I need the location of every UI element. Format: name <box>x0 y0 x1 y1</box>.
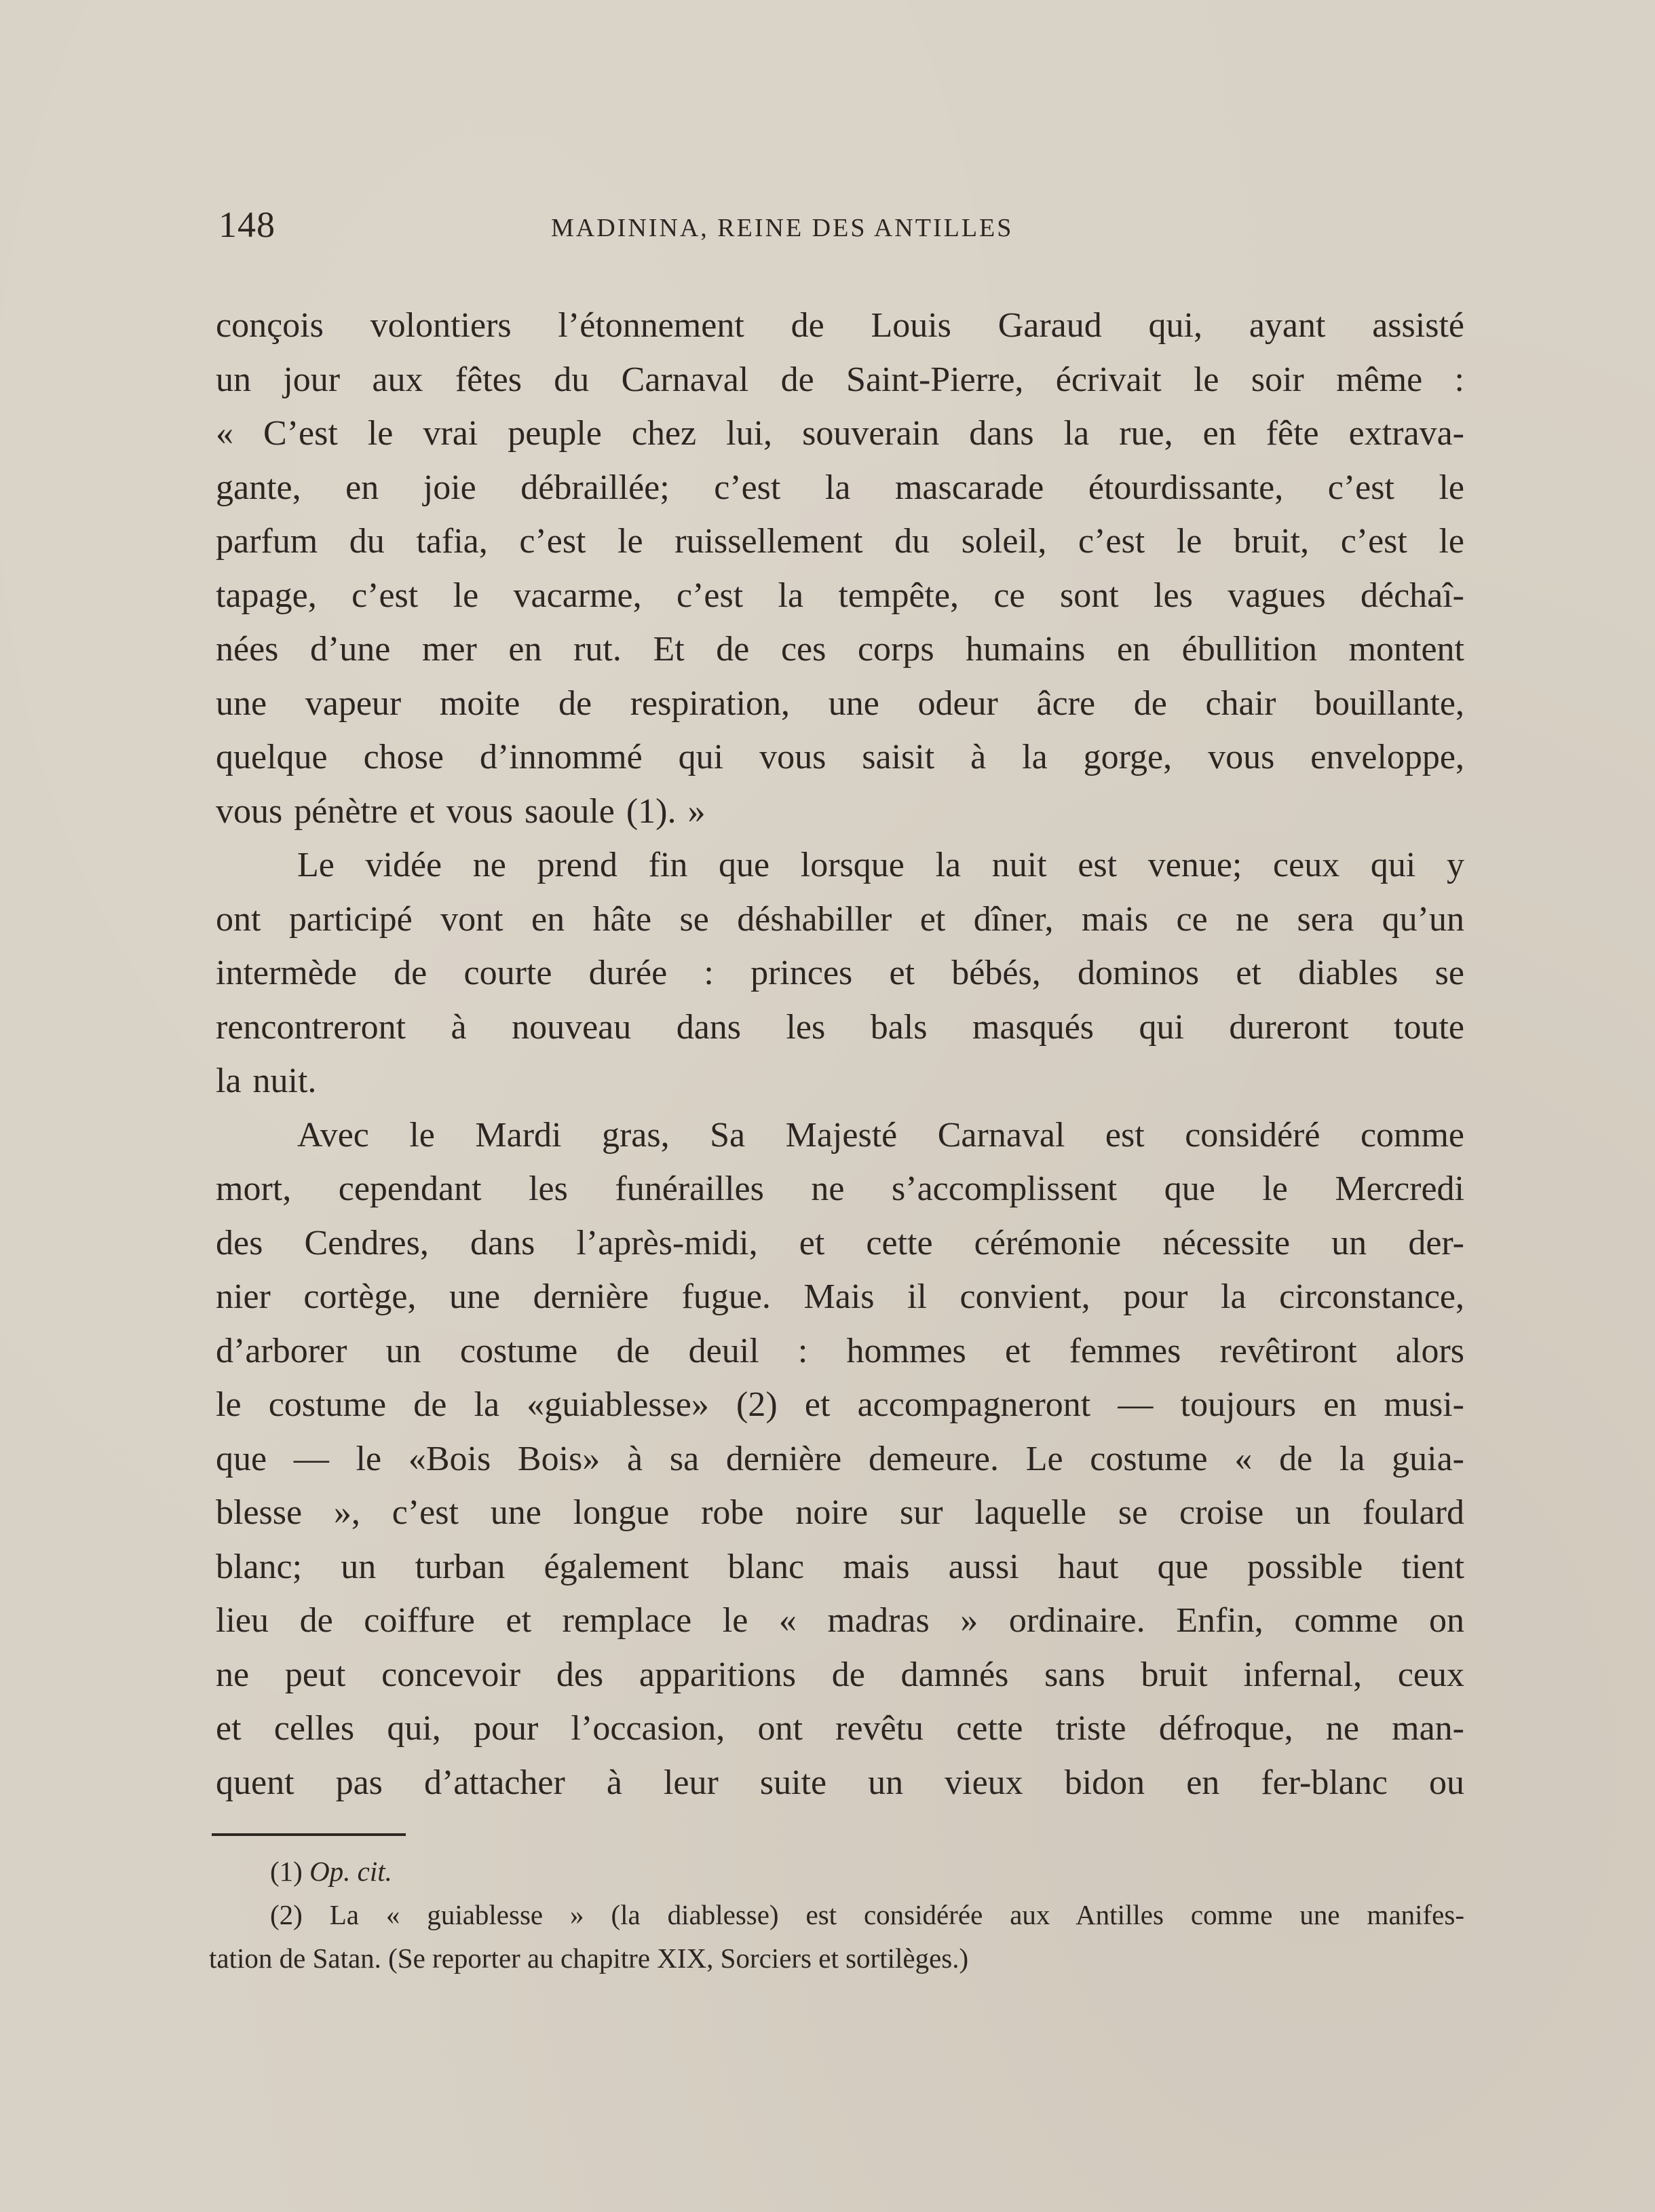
running-head <box>218 204 1459 251</box>
text-line: conçois volontiers l’étonnement de Louis Garaud qui, ayant assisté <box>216 306 1464 345</box>
text-line: blesse », c’est une longue robe noire sur laquelle se croise un foulard <box>216 1493 1464 1532</box>
text-line: « C’est le vrai peuple chez lui, souverain dans la rue, en fête extrava- <box>216 414 1464 453</box>
text-line: rencontreront à nouveau dans les bals masqués qui dureront toute <box>216 1007 1464 1047</box>
text-line: nier cortège, une dernière fugue. Mais il convient, pour la circonstance, <box>216 1277 1464 1316</box>
paragraph-start-line: Le vidée ne prend fin que lorsque la nuit est venue; ceux qui y <box>297 846 1464 884</box>
text-line: ont participé vont en hâte se déshabiller et dîner, mais ce ne sera qu’un <box>216 899 1464 939</box>
footnote-2-line-1: (2) La « guiablesse » (la diablesse) est considérée aux Antilles comme une manifes- <box>270 1899 1464 1930</box>
text-line: le costume de la «guiablesse» (2) et accompagneront — toujours en musi- <box>216 1385 1464 1424</box>
text-line: ne peut concevoir des apparitions de damnés sans bruit infernal, ceux <box>216 1655 1464 1694</box>
text-line: un jour aux fêtes du Carnaval de Saint-Pierre, écrivait le soir même : <box>216 360 1464 399</box>
text-line: quelque chose d’innommé qui vous saisit à la gorge, vous enveloppe, <box>216 738 1464 776</box>
text-line: d’arborer un costume de deuil : hommes et femmes revêtiront alors <box>216 1331 1464 1370</box>
running-title: MADININA, REINE DES ANTILLES <box>551 214 1014 242</box>
footnote-1-marker: (1) <box>270 1856 303 1887</box>
text-line: intermède de courte durée : princes et bébés, dominos et diables se <box>216 954 1464 992</box>
footnote-1 <box>209 1850 1464 1893</box>
text-line: tapage, c’est le vacarme, c’est la tempête, ce sont les vagues déchaî- <box>216 576 1464 615</box>
body-text <box>216 299 1464 1810</box>
text-line: gante, en joie débraillée; c’est la mascarade étourdissante, c’est le <box>216 468 1464 507</box>
page-number: 148 <box>218 204 275 245</box>
text-line: nées d’une mer en rut. Et de ces corps humains en ébullition montent <box>216 630 1464 669</box>
text-line: des Cendres, dans l’après-midi, et cette cérémonie nécessite un der- <box>216 1223 1464 1262</box>
text-line: une vapeur moite de respiration, une odeur âcre de chair bouillante, <box>216 683 1464 723</box>
footnote-2-line-2: tation de Satan. (Se reporter au chapitre XIX, Sorciers et sortilèges.) <box>209 1943 969 1974</box>
text-line: que — le «Bois Bois» à sa dernière demeure. Le costume « de la guia- <box>216 1439 1464 1478</box>
footnote-divider <box>212 1833 406 1836</box>
text-line: quent pas d’attacher à leur suite un vieux bidon en fer-blanc ou <box>216 1763 1464 1802</box>
footnotes <box>209 1850 1464 1980</box>
text-line: mort, cependant les funérailles ne s’accomplissent que le Mercredi <box>216 1169 1464 1208</box>
footnote-1-text: Op. cit. <box>309 1856 392 1887</box>
paragraph-start-line: Avec le Mardi gras, Sa Majesté Carnaval est considéré comme <box>297 1115 1464 1155</box>
text-line: vous pénètre et vous saoule (1). » <box>216 791 706 831</box>
text-line: blanc; un turban également blanc mais aussi haut que possible tient <box>216 1547 1464 1586</box>
text-line: et celles qui, pour l’occasion, ont revêtu cette triste défroque, ne man- <box>216 1709 1464 1748</box>
text-line: parfum du tafia, c’est le ruissellement du soleil, c’est le bruit, c’est le <box>216 522 1464 561</box>
text-line: lieu de coiffure et remplace le « madras » ordinaire. Enfin, comme on <box>216 1601 1464 1640</box>
text-line: la nuit. <box>216 1062 317 1100</box>
